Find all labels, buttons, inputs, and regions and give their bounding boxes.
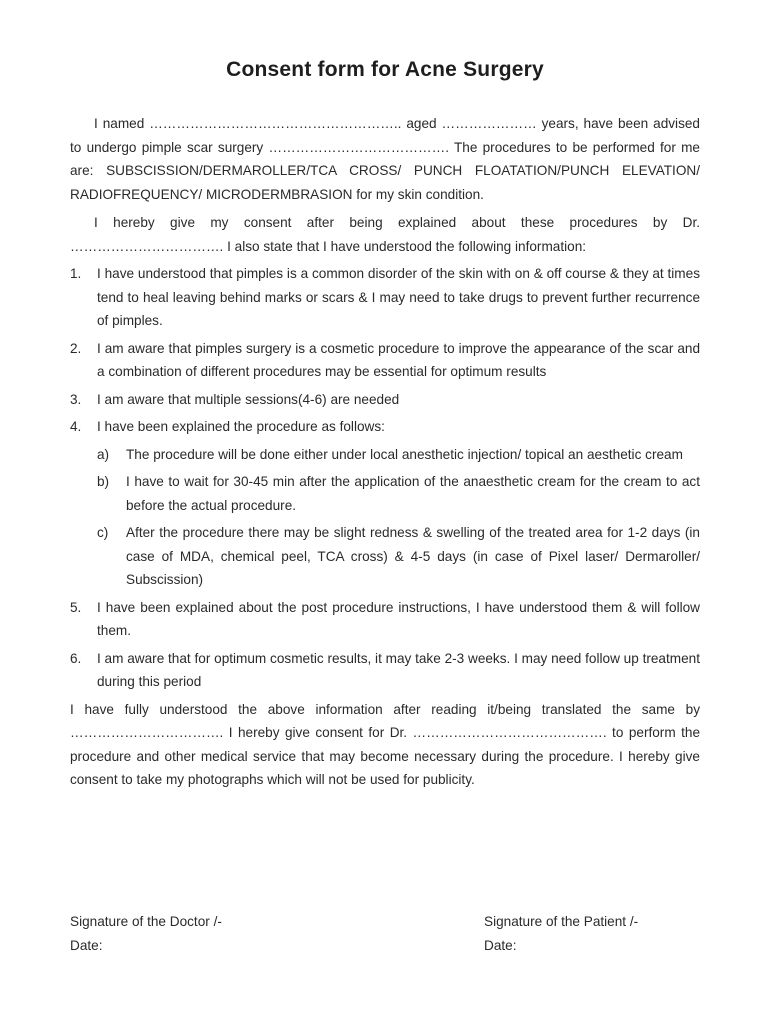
list-item-number: 5. [70,599,82,615]
list-item-number: 6. [70,650,82,666]
list-item-number: 4. [70,419,82,434]
procedure-sublist [97,443,700,592]
list-item-text: I have understood that pimples is a common disorder of the skin with on & off course & they at times tend to heal leaving behind marks or scars & I may need to take drugs to prevent further recurrence of pimples. [97,266,700,328]
doctor-signature-block [70,910,222,958]
sub-list-item [97,521,700,592]
list-item [70,388,700,412]
patient-date-label: Date: [484,938,517,953]
list-item-number: 3. [70,391,82,407]
consent-statement: I hereby give my consent after being explained about these procedures by Dr. ……………………………. I also state that I have understood the following information: [70,215,700,254]
list-item-text: I am aware that multiple sessions(4-6) are needed [97,391,400,407]
sub-list-item-letter: a) [97,446,110,462]
list-item [70,337,700,384]
sub-list-item [97,470,700,517]
list-item-text: I am aware that pimples surgery is a cosmetic procedure to improve the appearance of the scar and a combination of different procedures may be essential for optimum results [97,340,700,379]
list-item [70,596,700,643]
list-item [70,647,700,694]
list-item-text: I have been explained about the post procedure instructions, I have understood them & will follow them. [97,599,700,638]
list-item-text: I am aware that for optimum cosmetic results, it may take 2-3 weeks. I may need follow up treatment during this period [97,650,700,689]
doctor-date-label: Date: [70,938,103,953]
list-item-number: 1. [70,266,82,281]
sub-list-item-letter: c) [97,525,109,540]
list-item [70,262,700,333]
list-item-number: 2. [70,340,82,356]
sub-list-item-text: I have to wait for 30-45 min after the application of the anaesthetic cream for the cream to act before the actual procedure. [126,474,700,513]
patient-signature-block [484,910,638,958]
doctor-signature-label: Signature of the Doctor /- [70,914,222,929]
list-item [70,415,700,592]
information-list [70,262,700,694]
sub-list-item-letter: b) [97,474,110,489]
sub-list-item-text: After the procedure there may be slight redness & swelling of the treated area for 1-2 days (in case of MDA, chemical peel, TCA cross) & 4-5 days (in case of Pixel laser/ Dermaroller/ Subscission) [126,525,700,587]
sub-list-item-text: The procedure will be done either under local anesthetic injection/ topical an aesthetic cream [126,446,683,462]
list-item-text: I have been explained the procedure as follows: [97,419,385,434]
patient-signature-label: Signature of the Patient /- [484,914,639,929]
page-title: Consent form for Acne Surgery [226,58,544,81]
intro-paragraph: I named ……………………………………………….. aged ………………… years, have been advised to undergo pimple scar surgery …………………………………. The procedures to be performed for me are: SUBSCISSION/DERMAROLLER/TCA CROSS/ PUNCH FLOATATION/PUNCH ELEVATION/ RADIOFREQUENCY/ MICRODERMBRASION for my skin condition. [70,116,700,202]
form-body [70,112,700,792]
closing-paragraph: I have fully understood the above information after reading it/being translated the same by ……………………………. I hereby give consent for Dr. ……………………………………. to perform the procedure and other medical service that may become necessary during the procedure. I hereby give consent to take my photographs which will not be used for publicity. [70,701,700,787]
sub-list-item [97,443,700,467]
